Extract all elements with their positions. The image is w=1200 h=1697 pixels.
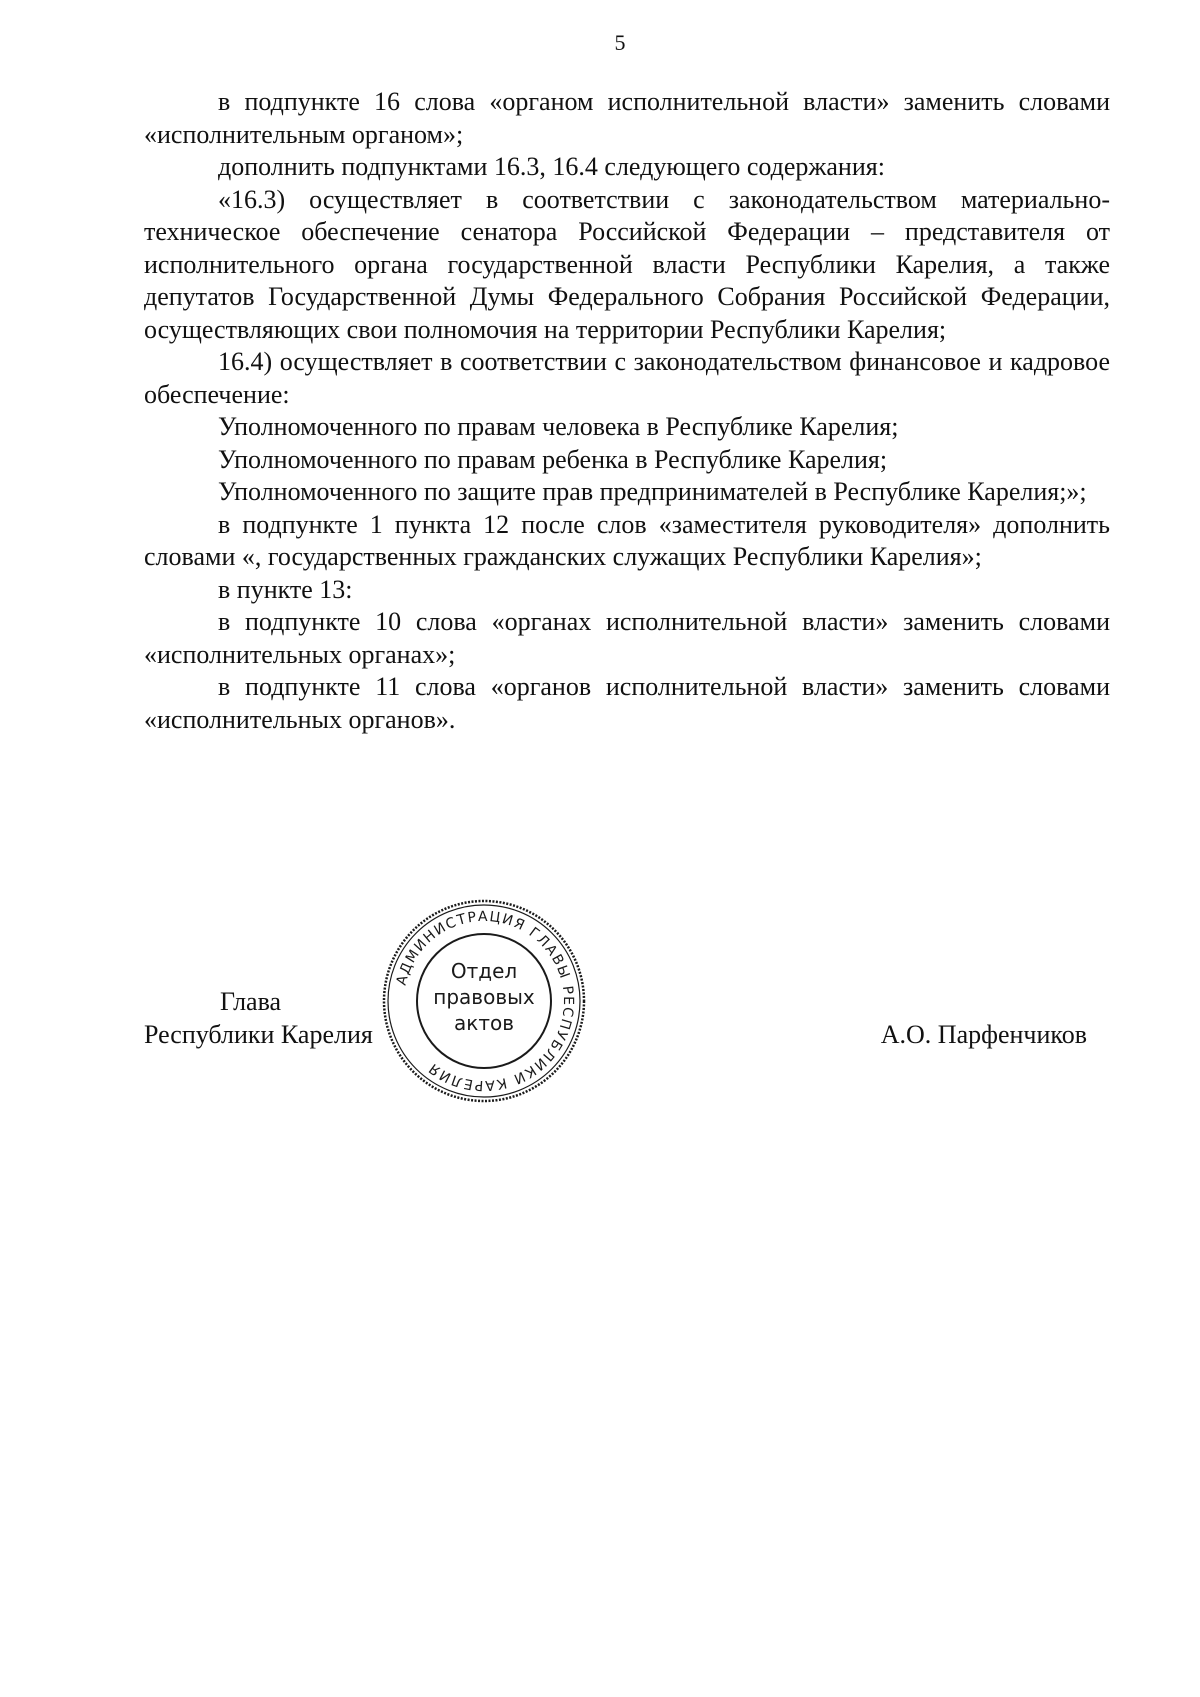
official-stamp [380,897,588,1105]
paragraph: в пункте 13: [218,574,353,604]
paragraph: 16.4) осуществляет в соответствии с законодательством финансовое и кадровое обеспечение: [144,347,1110,409]
signatory-title-line2: Республики Карелия [144,1020,373,1049]
stamp-ring-text: АДМИНИСТРАЦИЯ ГЛАВЫ РЕСПУБЛИКИ КАРЕЛИЯ [393,908,577,1094]
document-body [144,86,1110,736]
stamp-center-line: актов [453,1011,515,1035]
stamp-center-line: Отдел [450,959,518,983]
paragraph: Уполномоченного по защите прав предпринимателей в Республике Карелия;»; [218,477,1087,506]
paragraph: в подпункте 11 слова «органов исполнительной власти» заменить словами «исполнительных органов». [144,672,1110,734]
signatory-title [144,985,373,1051]
paragraph: в подпункте 1 пункта 12 после слов «заместителя руководителя» дополнить словами «, государственных гражданских служащих Республики Карелия»; [144,509,1110,571]
signatory-title-line1: Глава [220,987,282,1016]
signatory-name: А.О. Парфенчиков [880,1020,1087,1049]
paragraph: Уполномоченного по правам человека в Республике Карелия; [218,412,899,441]
page-number: 5 [614,30,626,55]
paragraph: в подпункте 16 слова «органом исполнительной власти» заменить словами «исполнительным органом»; [144,87,1110,149]
paragraph: Уполномоченного по правам ребенка в Республике Карелия; [218,444,888,474]
paragraph: «16.3) осуществляет в соответствии с законодательством материально-техническое обеспечение сенатора Российской Федерации – представителя от исполнительного органа государственной власти Республики Карелия, а также депутатов Государственной Думы Федерального Собрания Российской Федерации, осуществляющих свои полномочия на территории Республики Карелия; [144,184,1110,344]
paragraph: дополнить подпунктами 16.3, 16.4 следующего содержания: [218,152,885,181]
stamp-center-line: правовых [433,985,535,1009]
paragraph: в подпункте 10 слова «органах исполнительной власти» заменить словами «исполнительных органах»; [144,607,1110,669]
